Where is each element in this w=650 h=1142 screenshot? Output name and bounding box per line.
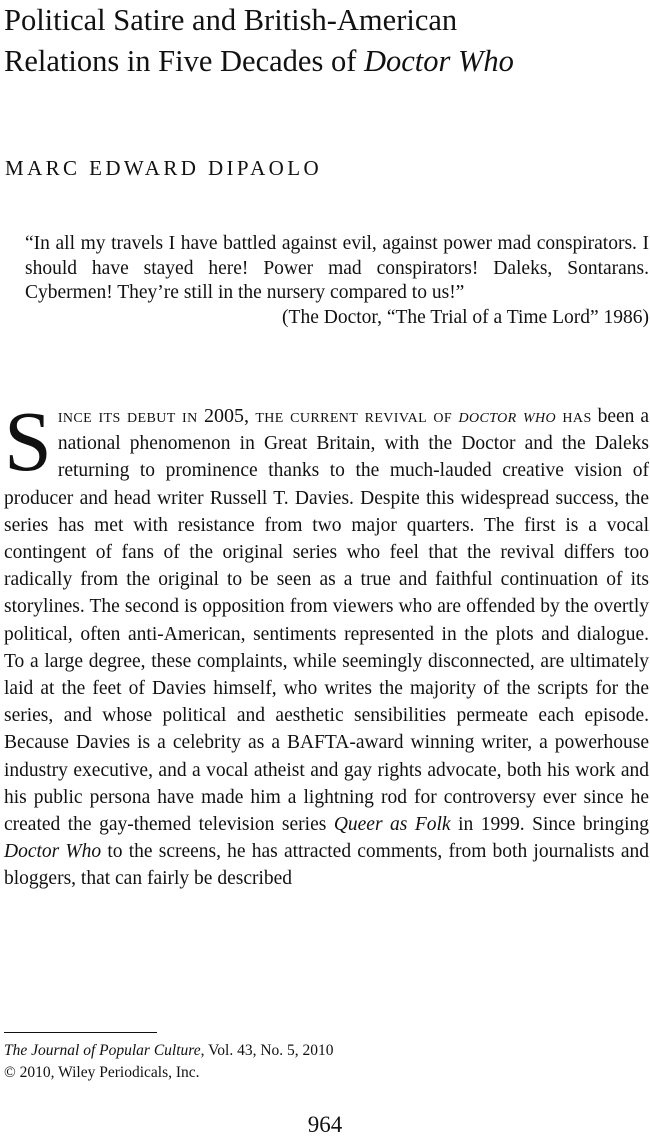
article-title bbox=[4, 0, 634, 82]
title-line-2 bbox=[4, 41, 634, 82]
epigraph-attribution: (The Doctor, “The Trial of a Time Lord” 1986) bbox=[282, 306, 649, 328]
body-italic-doctor-who: Doctor Who bbox=[4, 841, 102, 863]
opening-smallcaps: ince its debut in bbox=[57, 406, 204, 427]
drop-cap: S bbox=[4, 393, 52, 489]
title-series-name: Doctor Who bbox=[363, 44, 514, 78]
journal-citation bbox=[4, 1040, 334, 1062]
journal-name: The Journal of Popular Culture bbox=[4, 1042, 201, 1059]
body-text-1: been a national phenomenon in Great Britain, with the Doctor and the Daleks returning to prominence thanks to the much-lauded creative vision of producer and head writer Russell T. Davies. Despite this widespread success, the series has met with resistance from two major quarters. The first is a vocal contingent of fans of the original series who feel that the revival differs too radically from the original to be seen as a true and faithful continuation of its storylines. The second is opposition from viewers who are offended by the overtly political, often anti-American, sentiments represented in the plots and dialogue. To a large degree, these complaints, while seemingly disconnected, are ultimately laid at the feet of Davies himself, who writes the majority of the scripts for the series, and whose political and aesthetic sensibilities permeate each episode. Because Davies is a celebrity as a BAFTA-award winning writer, a powerhouse industry executive, and a vocal atheist and gay rights advocate, both his work and his public persona have made him a lightning rod for controversy ever since he created the gay-themed television series bbox=[4, 406, 650, 836]
journal-footer bbox=[4, 1040, 334, 1084]
author-name: MARC EDWARD DIPAOLO bbox=[5, 156, 323, 180]
epigraph-quote: “In all my travels I have battled against evil, against power mad conspirators. I should have stayed here! Power mad conspirators! Daleks, Sontarans. Cybermen! They’re still in the nursery compared to us!” bbox=[25, 233, 649, 303]
body-paragraph bbox=[4, 393, 650, 893]
body-text-3: to the screens, he has attracted comments, from both journalists and bloggers, that can fairly be described bbox=[4, 841, 649, 890]
body-text-2: in 1999. Since bringing bbox=[450, 814, 649, 836]
opening-smallcaps-2: the current revival of bbox=[248, 406, 459, 427]
epigraph bbox=[25, 232, 649, 330]
opening-smallcaps-3: has bbox=[556, 406, 592, 427]
title-line-1: Political Satire and British-American bbox=[4, 3, 458, 37]
opening-series-title: doctor who bbox=[458, 406, 557, 427]
copyright-notice: © 2010, Wiley Periodicals, Inc. bbox=[4, 1064, 200, 1081]
title-line-2-prefix: Relations in Five Decades of bbox=[4, 44, 364, 78]
body-italic-queer-as-folk: Queer as Folk bbox=[333, 814, 451, 836]
journal-details: , Vol. 43, No. 5, 2010 bbox=[200, 1042, 334, 1059]
page-number: 964 bbox=[307, 1112, 343, 1137]
footnote-divider bbox=[4, 1032, 157, 1033]
opening-year: 2005, bbox=[203, 405, 249, 427]
